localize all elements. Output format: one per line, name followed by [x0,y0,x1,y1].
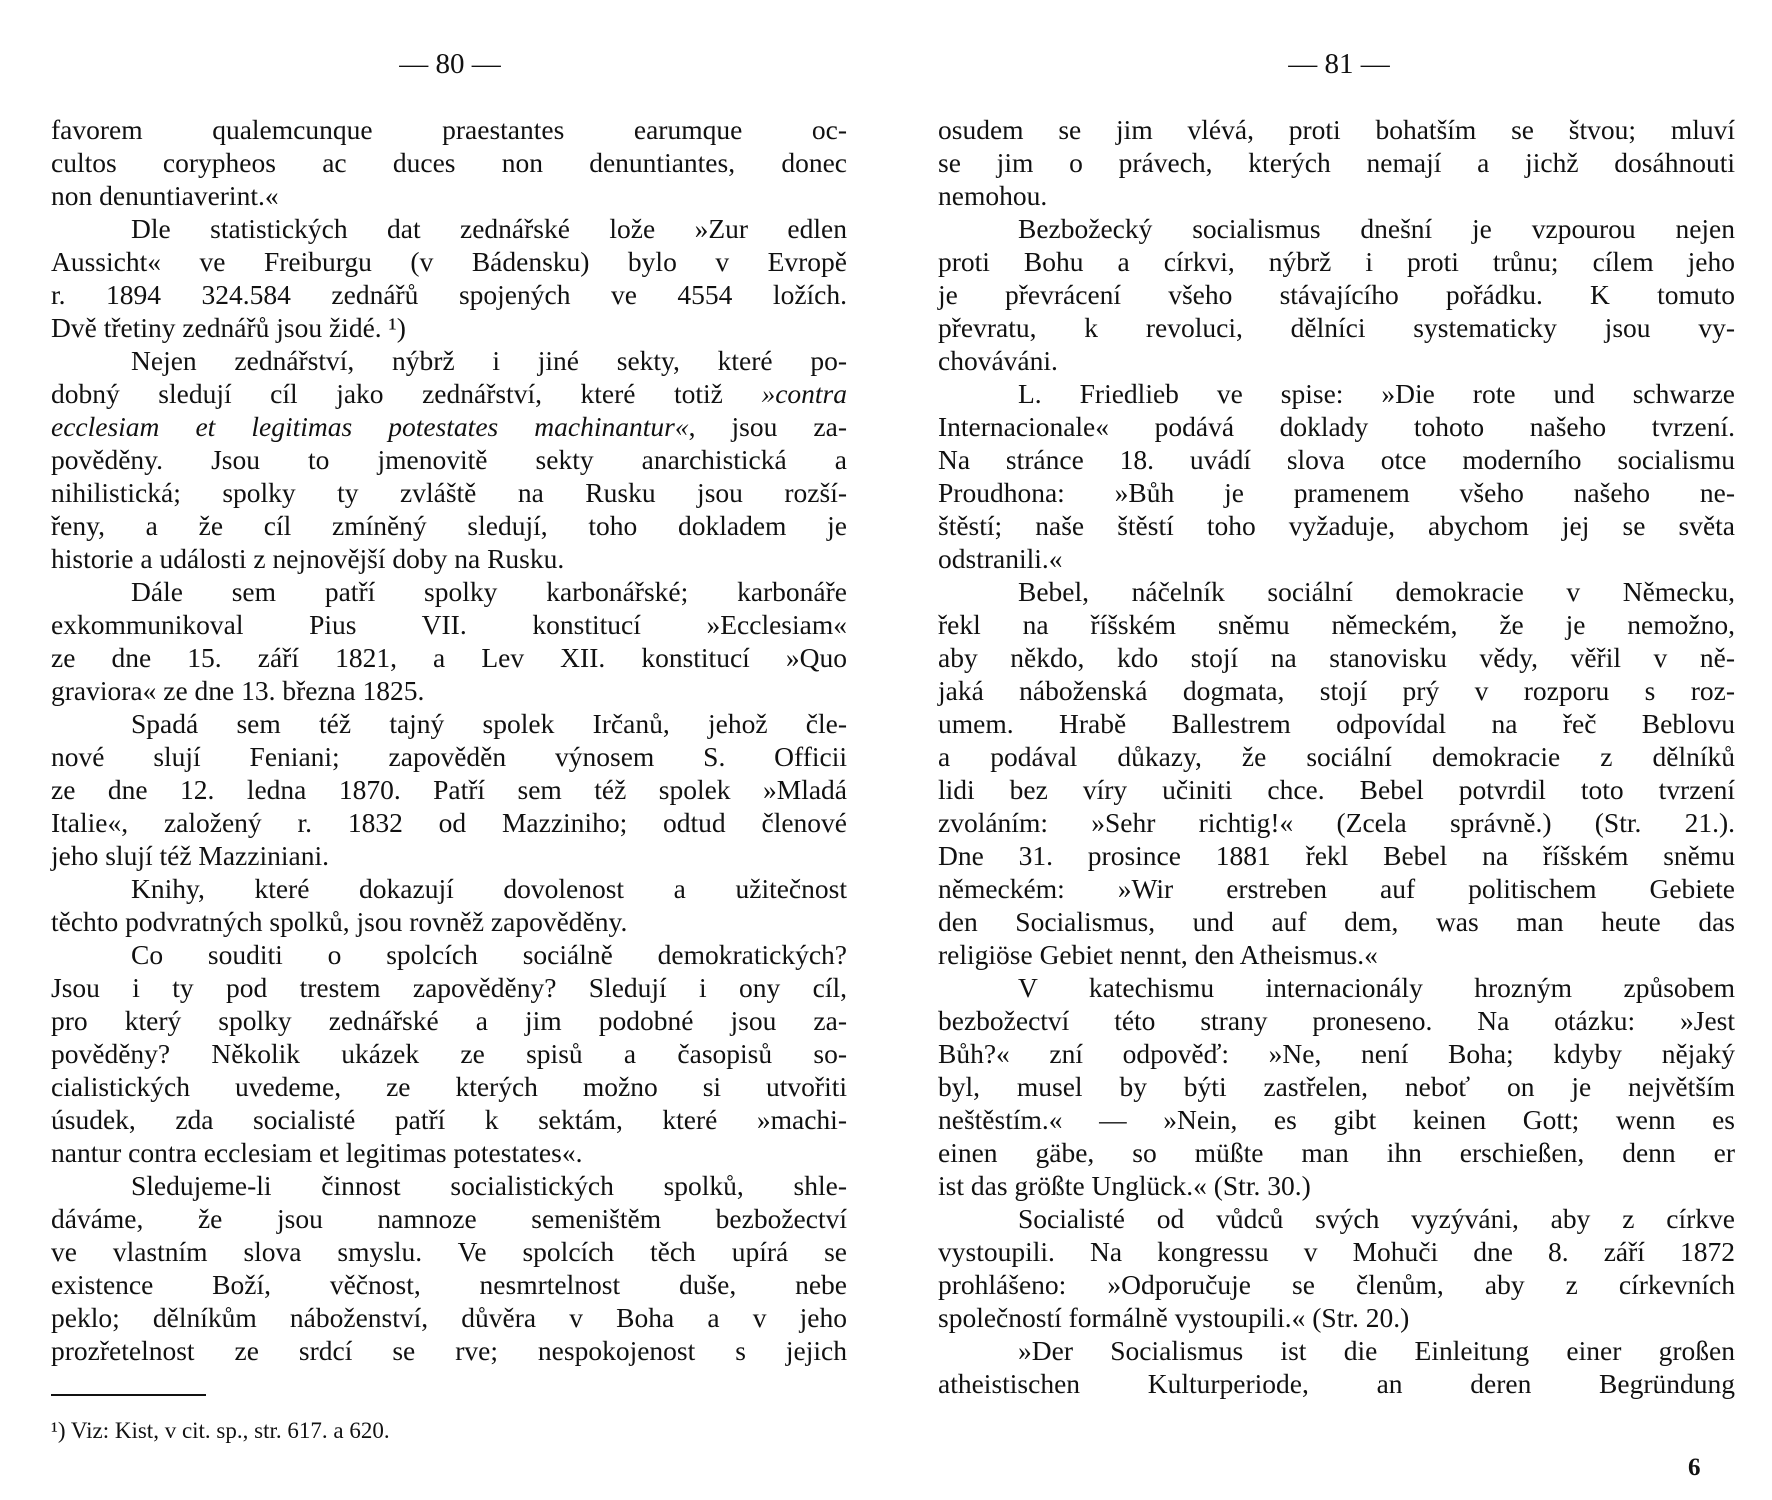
text-segment: Nejen zednářství, nýbrž i jiné sekty, které po- [131,345,847,376]
text-segment: existence Boží, věčnost, nesmrtelnost duše, nebe [51,1269,847,1300]
text-segment: ve vlastním slova smyslu. Ve spolcích těch upírá se [51,1236,847,1267]
text-segment: řeny, a že cíl zmíněný sledují, toho dokladem je [51,510,847,541]
text-segment: Jsou i ty pod trestem zapověděny? Sledují i ony cíl, [51,972,847,1003]
text-segment: L. Friedlieb ve spise: »Die rote und schwarze [1018,378,1735,409]
text-segment: pověděny. Jsou to jmenovitě sekty anarchistická a [51,444,847,475]
printer-signature-mark: 6 [1688,1454,1701,1481]
text-segment: umem. Hrabě Ballestrem odpovídal na řeč Beblovu [938,708,1735,739]
italic-text-segment: »contra [761,378,847,409]
text-line [938,1070,1735,1103]
text-segment: ze dne 12. ledna 1870. Patří sem též spolek »Mladá [51,774,847,805]
text-line [51,1235,847,1268]
text-segment: Dle statistických dat zednářské lože »Zur edlen [131,213,847,244]
text-line [51,1070,847,1103]
text-line [938,179,1735,212]
text-line [938,938,1735,971]
text-line [51,146,847,179]
text-line [938,113,1735,146]
text-segment: cultos corypheos ac duces non denuntiantes, donec [51,147,847,178]
text-segment: V katechismu internacionály hrozným způsobem [1018,972,1735,1003]
text-line [938,509,1735,542]
text-line [938,542,1735,575]
text-segment: bezbožectví této strany proneseno. Na otázku: »Jest [938,1005,1735,1036]
text-line [938,971,1735,1004]
text-segment: , jsou za- [688,411,847,442]
text-line [51,179,847,212]
text-line [938,1202,1735,1235]
text-segment: atheistischen Kulturperiode, an deren Begründung [938,1368,1735,1399]
text-segment: historie a události z nejnovější doby na Rusku. [51,543,565,574]
text-segment: r. 1894 324.584 zednářů spojených ve 4554 ložích. [51,279,847,310]
text-segment: chováváni. [938,345,1058,376]
italic-text-segment: ecclesiam et legitimas potestates machinantur« [51,411,689,442]
text-segment: jaká náboženská dogmata, stojí prý v rozporu s roz- [938,675,1735,706]
text-line [51,509,847,542]
text-segment: »Der Socialismus ist die Einleitung einer großen [1018,1335,1735,1366]
text-segment: Bebel, náčelník sociální demokracie v Německu, [1018,576,1735,607]
text-segment: odstranili.« [938,543,1063,574]
text-segment: neštěstím.« — »Nein, es gibt keinen Gott; wenn es [938,1104,1735,1135]
text-segment: řekl na říšském sněmu německém, že je nemožno, [938,609,1735,640]
text-line [51,278,847,311]
text-segment: a podával důkazy, že sociální demokracie z dělníků [938,741,1735,772]
page-number-header-left: — 80 — [399,48,501,80]
text-segment: těchto podvratných spolků, jsou rovněž zapověděny. [51,906,628,937]
text-line [938,377,1735,410]
text-line [938,1367,1735,1400]
text-segment: pověděny? Několik ukázek ze spisů a časopisů so- [51,1038,847,1069]
text-segment: osudem se jim vlévá, proti bohatším se štvou; mluví [938,114,1735,145]
text-line [938,674,1735,707]
page-number-header-right: — 81 — [1288,48,1390,80]
text-line [51,1334,847,1367]
text-line [938,575,1735,608]
text-line [51,410,847,443]
text-line [938,1169,1735,1202]
text-line [51,1004,847,1037]
text-line [938,1103,1735,1136]
text-segment: úsudek, zda socialisté patří k sektám, které »machi- [51,1104,847,1135]
text-segment: pro který spolky zednářské a jim podobné jsou za- [51,1005,847,1036]
text-line [938,1004,1735,1037]
text-line [51,608,847,641]
text-line [51,344,847,377]
footnote-divider [51,1394,206,1396]
text-line [51,806,847,839]
text-segment: favorem qualemcunque praestantes earumque oc- [51,114,847,145]
text-line [938,806,1735,839]
text-segment: vystoupili. Na kongressu v Mohuči dne 8. září 1872 [938,1236,1735,1267]
text-line [938,608,1735,641]
text-segment: zvoláním: »Sehr richtig!« (Zcela správně.) (Str. 21.). [938,807,1735,838]
text-line [938,1235,1735,1268]
text-segment: jeho slují též Mazziniani. [51,840,329,871]
text-segment: se jim o právech, kterých nemají a jichž dosáhnouti [938,147,1735,178]
text-line [938,245,1735,278]
text-line [938,641,1735,674]
text-line [938,311,1735,344]
text-line [51,443,847,476]
text-line [938,905,1735,938]
text-line [51,707,847,740]
text-segment: Na stránce 18. uvádí slova otce moderního socialismu [938,444,1735,475]
text-line [51,938,847,971]
text-segment: Spadá sem též tajný spolek Irčanů, jehož čle- [131,708,847,739]
text-segment: aby někdo, kdo stojí na stanovisku vědy, věřil v ně- [938,642,1735,673]
text-segment: peklo; dělníkům náboženství, důvěra v Boha a v jeho [51,1302,847,1333]
text-line [51,905,847,938]
text-line [51,476,847,509]
text-segment: religiöse Gebiet nennt, den Atheismus.« [938,939,1378,970]
text-line [51,311,847,344]
text-segment: Bůh?« zní odpověď: »Ne, není Boha; kdyby nějaký [938,1038,1735,1069]
text-segment: dáváme, že jsou namnoze semeništěm bezbožectví [51,1203,847,1234]
text-line [938,872,1735,905]
text-line [51,245,847,278]
text-segment: německém: »Wir erstreben auf politischem Gebiete [938,873,1735,904]
text-segment: ze dne 15. září 1821, a Lev XII. konstitucí »Quo [51,642,847,673]
text-segment: společností formálně vystoupili.« (Str. 20.) [938,1302,1410,1333]
text-line [51,674,847,707]
text-line [51,1301,847,1334]
text-segment: dobný sledují cíl jako zednářství, které totiž [51,378,762,409]
text-segment: Proudhona: »Bůh je pramenem všeho našeho ne- [938,477,1735,508]
text-segment: prozřetelnost ze srdcí se rve; nespokojenost s jejich [51,1335,847,1366]
text-line [51,872,847,905]
text-segment: cialistických uvedeme, ze kterých možno si utvořiti [51,1071,847,1102]
text-line [938,212,1735,245]
text-segment: proti Bohu a církvi, nýbrž i proti trůnu; cílem jeho [938,246,1735,277]
text-line [938,1037,1735,1070]
text-segment: Dne 31. prosince 1881 řekl Bebel na říšském sněmu [938,840,1735,871]
footnote: ¹) Viz: Kist, v cit. sp., str. 617. a 620. [51,1418,390,1443]
text-segment: převratu, k revoluci, dělníci systematicky jsou vy- [938,312,1735,343]
text-line [938,839,1735,872]
text-segment: nantur contra ecclesiam et legitimas potestates«. [51,1137,583,1168]
text-line [938,146,1735,179]
text-segment: Dále sem patří spolky karbonářské; karbonáře [131,576,847,607]
text-segment: Sledujeme-li činnost socialistických spolků, shle- [131,1170,847,1201]
text-line [51,113,847,146]
text-line [938,773,1735,806]
text-line [51,740,847,773]
text-line [938,344,1735,377]
text-segment: nemohou. [938,180,1048,211]
text-segment: štěstí; naše štěstí toho vyžaduje, abychom jej se světa [938,510,1735,541]
text-line [51,773,847,806]
text-line [938,1334,1735,1367]
text-line [938,278,1735,311]
text-line [938,740,1735,773]
text-segment: nihilistická; spolky ty zvláště na Rusku jsou rozší- [51,477,847,508]
text-line [51,1202,847,1235]
text-segment: je převrácení všeho stávajícího pořádku. K tomuto [938,279,1735,310]
text-line [51,575,847,608]
text-segment: lidi bez víry učiniti chce. Bebel potvrdil toto tvrzení [938,774,1735,805]
text-segment: Knihy, které dokazují dovolenost a užitečnost [131,873,847,904]
text-line [938,476,1735,509]
text-line [51,1136,847,1169]
text-segment: byl, musel by býti zastřelen, neboť on je největším [938,1071,1735,1102]
text-line [938,1268,1735,1301]
text-line [51,377,847,410]
text-line [51,542,847,575]
text-line [51,1037,847,1070]
text-segment: Socialisté od vůdců svých vyzýváni, aby z církve [1018,1203,1735,1234]
text-line [51,1169,847,1202]
text-segment: exkommunikoval Pius VII. konstitucí »Ecclesiam« [51,609,847,640]
text-segment: Aussicht« ve Freiburgu (v Bádensku) bylo v Evropě [51,246,847,277]
text-segment: Co souditi o spolcích sociálně demokratických? [131,939,847,970]
text-line [938,707,1735,740]
text-segment: einen gäbe, so müßte man ihn erschießen, denn er [938,1137,1735,1168]
text-line [51,641,847,674]
left-page-text-column [51,113,847,1367]
text-segment: Bezbožecký socialismus dnešní je vzpourou nejen [1018,213,1735,244]
text-line [51,212,847,245]
text-segment: nové slují Feniani; zapověděn výnosem S. Officii [51,741,847,772]
text-line [51,1268,847,1301]
text-line [51,839,847,872]
text-line [938,443,1735,476]
text-line [51,1103,847,1136]
text-line [51,971,847,1004]
text-segment: Internacionale« podává doklady tohoto našeho tvrzení. [938,411,1735,442]
text-segment: prohlášeno: »Odporučuje se členům, aby z církevních [938,1269,1735,1300]
text-line [938,1301,1735,1334]
right-page-text-column [938,113,1735,1400]
text-segment: ist das größte Unglück.« (Str. 30.) [938,1170,1311,1201]
text-segment: graviora« ze dne 13. března 1825. [51,675,425,706]
text-segment: Dvě třetiny zednářů jsou židé. ¹) [51,312,406,343]
text-segment: non denuntiaverint.« [51,180,279,211]
text-line [938,1136,1735,1169]
text-segment: den Socialismus, und auf dem, was man heute das [938,906,1735,937]
text-line [938,410,1735,443]
text-segment: Italie«, založený r. 1832 od Mazziniho; odtud členové [51,807,847,838]
